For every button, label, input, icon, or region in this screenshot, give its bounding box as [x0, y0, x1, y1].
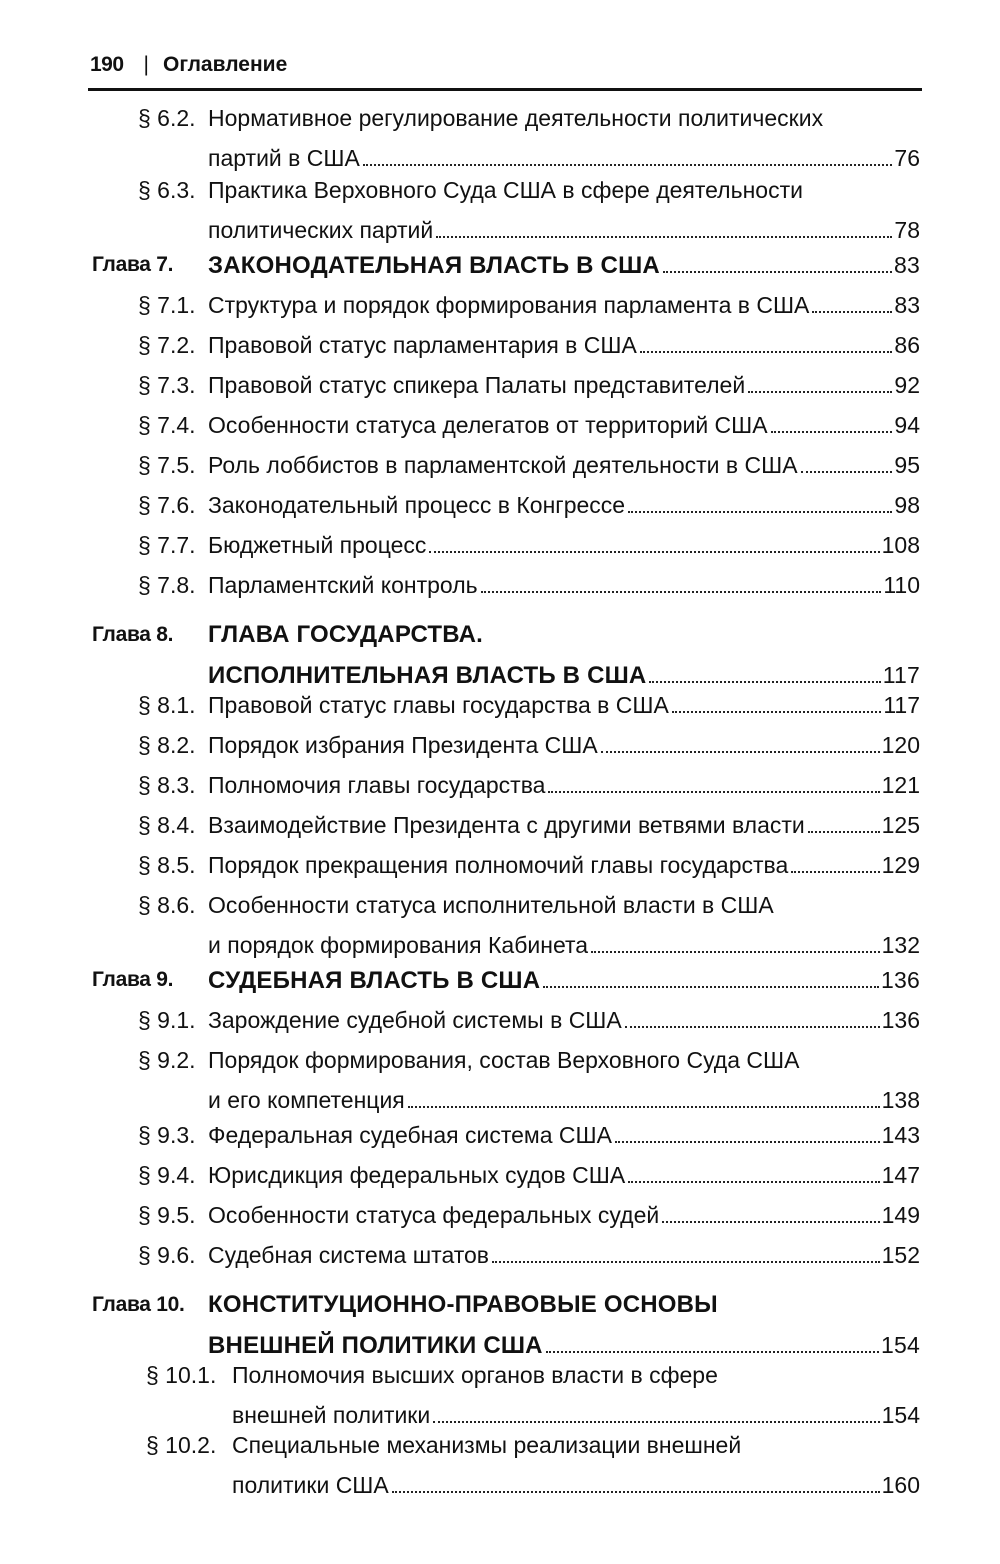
entry-title-block [232, 1355, 920, 1435]
entry-last-line [208, 1080, 920, 1120]
entry-last-line [208, 485, 920, 525]
entry-title-block [208, 1115, 920, 1155]
entry-number: Глава 7. [92, 253, 174, 276]
dot-leader [628, 511, 892, 513]
dot-leader [492, 1261, 880, 1263]
dot-leader [601, 751, 880, 753]
entry-title-block [208, 805, 920, 845]
entry-page-number: 143 [881, 1122, 920, 1148]
dot-leader [748, 391, 892, 393]
entry-title: Особенности статуса федеральных судей [208, 1202, 660, 1228]
entry-page-number: 94 [894, 412, 920, 438]
dot-leader [649, 681, 880, 683]
dot-leader [672, 711, 882, 713]
header-rule [88, 88, 922, 91]
entry-number: Глава 8. [92, 623, 174, 646]
entry-title: и его компетенция [208, 1087, 405, 1113]
entry-page-number: 83 [894, 292, 920, 318]
entry-number: § 7.8. [138, 572, 196, 598]
entry-last-line [208, 805, 920, 845]
entry-title-line: Порядок формирования, состав Верховного Суда США [208, 1047, 800, 1073]
dot-leader [543, 986, 879, 988]
entry-number: § 8.6. [138, 892, 196, 918]
entry-title: Структура и порядок формирования парламента в США [208, 292, 810, 318]
entry-title: Федеральная судебная система США [208, 1122, 612, 1148]
dot-leader [546, 1351, 879, 1353]
entry-title: политических партий [208, 217, 434, 243]
page-number: 190 [90, 53, 124, 76]
entry-title: Порядок прекращения полномочий главы государства [208, 852, 789, 878]
entry-page-number: 154 [881, 1402, 920, 1428]
entry-last-line [208, 845, 920, 885]
entry-last-line [208, 210, 920, 250]
entry-last-line [208, 445, 920, 485]
entry-last-line [208, 245, 920, 285]
entry-title-block [208, 725, 920, 765]
entry-page-number: 108 [881, 532, 920, 558]
entry-title: Роль лоббистов в парламентской деятельности в США [208, 452, 798, 478]
entry-title-block [232, 1425, 920, 1505]
header-separator: | [143, 53, 150, 76]
entry-title: ВНЕШНЕЙ ПОЛИТИКИ США [208, 1332, 543, 1359]
entry-page-number: 117 [882, 662, 920, 688]
entry-title-line: Нормативное регулирование деятельности политических [208, 105, 824, 131]
entry-last-line [208, 765, 920, 805]
entry-title-block [208, 245, 920, 285]
entry-title: Судебная система штатов [208, 1242, 490, 1268]
entry-last-line [232, 1465, 920, 1505]
entry-last-line [208, 285, 920, 325]
entry-page-number: 160 [881, 1472, 920, 1498]
entry-title: Юрисдикция федеральных судов США [208, 1162, 626, 1188]
entry-last-line [208, 365, 920, 405]
entry-title: ИСПОЛНИТЕЛЬНАЯ ВЛАСТЬ В США [208, 662, 647, 689]
entry-number: § 6.2. [138, 105, 196, 131]
entry-number: § 6.3. [138, 177, 196, 203]
entry-title: СУДЕБНАЯ ВЛАСТЬ В США [208, 967, 541, 994]
entry-number: § 8.3. [138, 772, 196, 798]
entry-title-block [208, 1285, 920, 1365]
entry-title: Бюджетный процесс [208, 532, 427, 558]
entry-title-block [208, 565, 920, 605]
entry-number: Глава 10. [92, 1293, 185, 1316]
entry-title-block [208, 845, 920, 885]
entry-last-line [208, 925, 920, 965]
entry-title-block [208, 1235, 920, 1275]
entry-page-number: 147 [881, 1162, 920, 1188]
dot-leader [791, 871, 879, 873]
entry-number: § 7.4. [138, 412, 196, 438]
entry-title: внешней политики [232, 1402, 431, 1428]
entry-page-number: 152 [881, 1242, 920, 1268]
entry-last-line [208, 405, 920, 445]
dot-leader [548, 791, 879, 793]
entry-title-block [208, 325, 920, 365]
entry-page-number: 132 [881, 932, 920, 958]
dot-leader [433, 1421, 879, 1423]
entry-page-number: 78 [894, 217, 920, 243]
entry-title-line: Полномочия высших органов власти в сфере [232, 1362, 718, 1388]
entry-title-block [208, 285, 920, 325]
entry-number: § 7.1. [138, 292, 196, 318]
entry-page-number: 76 [894, 145, 920, 171]
entry-page-number: 121 [881, 772, 920, 798]
entry-title-block [208, 765, 920, 805]
entry-title: и порядок формирования Кабинета [208, 932, 589, 958]
entry-number: § 9.4. [138, 1162, 196, 1188]
dot-leader [801, 471, 893, 473]
dot-leader [663, 271, 892, 273]
entry-page-number: 120 [881, 732, 920, 758]
entry-title: Зарождение судебной системы в США [208, 1007, 622, 1033]
entry-page-number: 129 [881, 852, 920, 878]
entry-number: § 8.5. [138, 852, 196, 878]
entry-title-block [208, 1195, 920, 1235]
entry-number: § 9.1. [138, 1007, 196, 1033]
entry-page-number: 110 [883, 572, 920, 598]
entry-title-line: КОНСТИТУЦИОННО-ПРАВОВЫЕ ОСНОВЫ [208, 1291, 718, 1318]
entry-number: § 8.1. [138, 692, 196, 718]
entry-page-number: 136 [881, 967, 920, 993]
entry-page-number: 86 [894, 332, 920, 358]
entry-title-block [208, 1040, 920, 1120]
entry-page-number: 117 [883, 692, 920, 718]
entry-title-line: ГЛАВА ГОСУДАРСТВА. [208, 621, 483, 648]
entry-title-line: Практика Верховного Суда США в сфере деятельности [208, 177, 803, 203]
entry-number: § 9.3. [138, 1122, 196, 1148]
dot-leader [628, 1181, 879, 1183]
entry-title-block [208, 615, 920, 695]
dot-leader [429, 551, 879, 553]
entry-title: Правовой статус парламентария в США [208, 332, 637, 358]
header-title: Оглавление [163, 53, 288, 76]
entry-page-number: 92 [894, 372, 920, 398]
entry-title-block [208, 885, 920, 965]
dot-leader [662, 1221, 879, 1223]
entry-title: Правовой статус спикера Палаты представителей [208, 372, 746, 398]
entry-title-block [208, 685, 920, 725]
entry-title: Законодательный процесс в Конгрессе [208, 492, 626, 518]
entry-last-line [208, 1000, 920, 1040]
entry-number: § 10.1. [146, 1362, 217, 1388]
dot-leader [591, 951, 880, 953]
entry-number: § 8.4. [138, 812, 196, 838]
entry-last-line [208, 1115, 920, 1155]
entry-title: партий в США [208, 145, 360, 171]
dot-leader [771, 431, 893, 433]
entry-title: ЗАКОНОДАТЕЛЬНАЯ ВЛАСТЬ В США [208, 252, 660, 279]
entry-title: Особенности статуса делегатов от территорий США [208, 412, 768, 438]
entry-title-block [208, 960, 920, 1000]
entry-page-number: 83 [894, 252, 920, 278]
entry-number: § 8.2. [138, 732, 196, 758]
dot-leader [436, 236, 892, 238]
entry-page-number: 98 [894, 492, 920, 518]
entry-page-number: 125 [881, 812, 920, 838]
dot-leader [615, 1141, 880, 1143]
entry-number: § 9.6. [138, 1242, 196, 1268]
dot-leader [392, 1491, 880, 1493]
entry-number: § 7.6. [138, 492, 196, 518]
entry-number: § 9.2. [138, 1047, 196, 1073]
entry-last-line [208, 565, 920, 605]
entry-last-line [208, 685, 920, 725]
entry-title-block [208, 98, 920, 178]
entry-title-block [208, 170, 920, 250]
entry-number: Глава 9. [92, 968, 174, 991]
entry-title-block [208, 485, 920, 525]
entry-title: политики США [232, 1472, 389, 1498]
entry-title-block [208, 525, 920, 565]
entry-page-number: 138 [881, 1087, 920, 1113]
entry-number: § 7.5. [138, 452, 196, 478]
dot-leader [812, 311, 892, 313]
running-header [90, 50, 920, 80]
entry-page-number: 149 [881, 1202, 920, 1228]
entry-last-line [208, 325, 920, 365]
dot-leader [640, 351, 893, 353]
entry-last-line [208, 1155, 920, 1195]
entry-last-line [208, 725, 920, 765]
entry-title-block [208, 1000, 920, 1040]
entry-title: Взаимодействие Президента с другими ветвями власти [208, 812, 805, 838]
entry-page-number: 95 [894, 452, 920, 478]
dot-leader [363, 164, 893, 166]
entry-number: § 7.2. [138, 332, 196, 358]
entry-title-line: Специальные механизмы реализации внешней [232, 1432, 742, 1458]
entry-title-block [208, 405, 920, 445]
entry-number: § 10.2. [146, 1432, 217, 1458]
entry-title-block [208, 365, 920, 405]
entry-number: § 7.7. [138, 532, 196, 558]
entry-last-line [208, 960, 920, 1000]
entry-page-number: 154 [881, 1332, 920, 1358]
dot-leader [481, 591, 882, 593]
entry-number: § 9.5. [138, 1202, 196, 1228]
entry-last-line [208, 1195, 920, 1235]
entry-last-line [208, 1235, 920, 1275]
entry-title: Полномочия главы государства [208, 772, 546, 798]
entry-last-line [208, 525, 920, 565]
entry-title-block [208, 1155, 920, 1195]
entry-title: Правовой статус главы государства в США [208, 692, 669, 718]
entry-title: Порядок избрания Президента США [208, 732, 598, 758]
entry-title-line: Особенности статуса исполнительной власти в США [208, 892, 774, 918]
dot-leader [408, 1106, 880, 1108]
dot-leader [808, 831, 880, 833]
dot-leader [625, 1026, 880, 1028]
entry-title: Парламентский контроль [208, 572, 478, 598]
entry-number: § 7.3. [138, 372, 196, 398]
entry-page-number: 136 [881, 1007, 920, 1033]
entry-title-block [208, 445, 920, 485]
